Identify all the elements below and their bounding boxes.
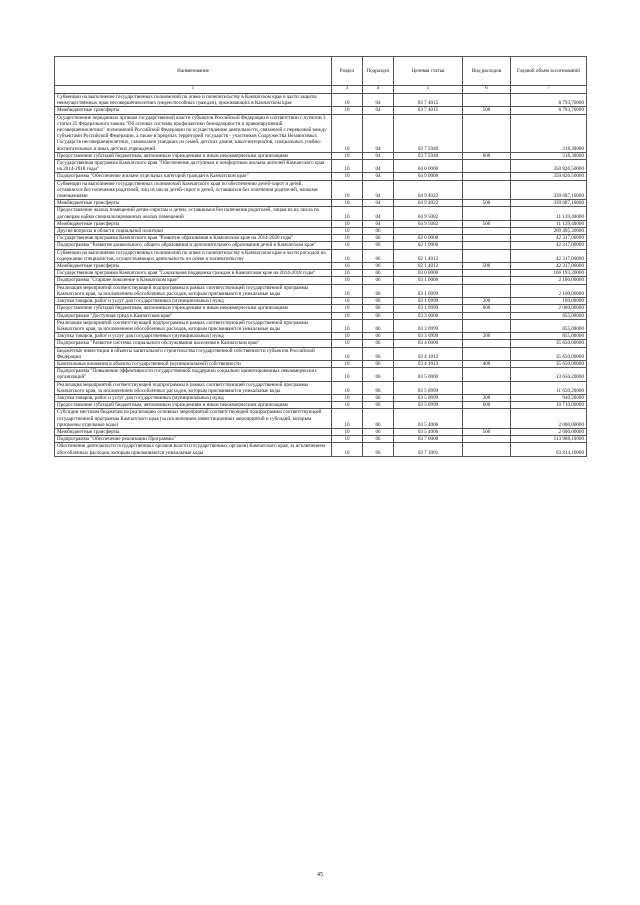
row-name: Подпрограмма "Повышение эффективности государственной поддержки социально ориентированных некоммерческих организаций" [55,368,332,381]
table-row [55,207,587,220]
row-name: Обеспечение деятельности государственных органов власти (государственных органов) Камчатского края, за исключением обособленных расходов, которым присваиваются уникальные коды [55,443,332,456]
row-target: 03 3 0000 [394,312,463,319]
row-exptype [463,368,511,381]
row-name: Подпрограмма "Старшее поколение в Камчатском крае" [55,277,332,284]
row-exptype [463,319,511,332]
row-section: 10 [332,319,363,332]
row-target: 03 1 0999 [394,298,463,305]
row-amount: 83 814,10000 [511,443,587,456]
table-header-row [55,57,587,86]
row-target: 03 7 1001 [394,443,463,456]
row-target: 03 1 0999 [394,305,463,312]
row-section: 10 [332,436,363,443]
row-subsection: 06 [363,249,394,262]
table-row [55,277,587,284]
row-target: 02 0 0000 [394,235,463,242]
header-name: Наименование [55,57,332,86]
row-section: 10 [332,312,363,319]
row-amount: 2 100,00000 [511,277,587,284]
row-subsection: 06 [363,312,394,319]
row-exptype [463,436,511,443]
row-section: 10 [332,340,363,347]
row-section: 10 [332,270,363,277]
row-name: Субвенции на выполнение государственных полномочий Камчатского края по обеспечению детей-сирот и детей, оставшихся без попечения родителей, лиц из числа детей-сирот и детей, оставшихся без попечения родителей, жилыми помещениями [55,180,332,200]
row-section: 10 [332,333,363,340]
row-exptype [463,228,511,235]
row-amount: 166 193,30000 [511,270,587,277]
row-amount: 318,30000 [511,114,587,152]
row-exptype: 500 [463,263,511,270]
column-number-row [55,86,587,94]
row-subsection: 06 [363,298,394,305]
row-amount: 855,00000 [511,312,587,319]
row-target: 03 0 0000 [394,270,463,277]
row-exptype [463,173,511,180]
row-exptype [463,277,511,284]
table-row [55,402,587,409]
row-subsection: 06 [363,347,394,360]
row-amount: 35 650,00000 [511,340,587,347]
row-target: 03 7 5940 [394,152,463,159]
row-amount: 350 826,50000 [511,173,587,180]
row-target: 03 5 0999 [394,381,463,394]
table-row [55,270,587,277]
table-row [55,436,587,443]
row-target [394,228,463,235]
row-subsection: 06 [363,428,394,435]
row-target: 02 1 4012 [394,263,463,270]
row-subsection: 04 [363,207,394,220]
row-name: Подпрограмма "Обеспечение реализации Программы" [55,436,332,443]
row-section: 10 [332,263,363,270]
row-section: 10 [332,235,363,242]
row-target: 03 7 4015 [394,94,463,107]
row-subsection: 06 [363,402,394,409]
row-target: 03 7 5940 [394,114,463,152]
row-section: 10 [332,360,363,367]
column-number: 1 [55,86,332,94]
row-subsection: 06 [363,319,394,332]
row-subsection: 04 [363,220,394,227]
row-target: 03 5 0000 [394,368,463,381]
row-exptype [463,270,511,277]
table-row [55,284,587,297]
row-section: 10 [332,207,363,220]
row-section: 10 [332,298,363,305]
row-target: 03 3 0999 [394,319,463,332]
header-amount: Годовой объем ассигнований [511,57,587,86]
header-target: Целевая статья [394,57,463,86]
row-name: Бюджетные инвестиции в объекты капитального строительства государственной собственности субъектов Российской Федерации [55,347,332,360]
row-subsection: 06 [363,436,394,443]
row-target: 03 5 0999 [394,394,463,401]
row-amount: 100,00000 [511,298,587,305]
column-number: 4 [363,86,394,94]
table-row [55,340,587,347]
table-row [55,152,587,159]
table-row [55,107,587,114]
row-amount: 8 793,70000 [511,107,587,114]
row-target: 03 7 4015 [394,107,463,114]
table-row [55,220,587,227]
table-row [55,235,587,242]
row-exptype [463,207,511,220]
row-exptype: 500 [463,428,511,435]
row-exptype [463,312,511,319]
row-subsection: 06 [363,242,394,249]
budget-table [54,56,587,457]
table-row [55,381,587,394]
row-section: 10 [332,368,363,381]
row-name: Государственная программа Камчатского края "Обеспечение доступным и комфортным жильем жителей Камчатского края на 2014-2018 годы" [55,160,332,173]
table-row [55,312,587,319]
row-section: 10 [332,220,363,227]
row-amount: 318,30000 [511,152,587,159]
row-name: Закупка товаров, работ и услуг для государственных (муниципальных) нужд [55,298,332,305]
row-subsection: 06 [363,443,394,456]
row-exptype [463,94,511,107]
table-row [55,160,587,173]
header-exptype: Вид расходов [463,57,511,86]
row-target: 02 1 0000 [394,242,463,249]
row-amount: 339 687,10000 [511,180,587,200]
table-row [55,360,587,367]
row-name: Предоставление жилых помещений детям-сиротам и детям, оставшимся без попечения родителей, лицам из их числа по договорам найма специализированных жилых помещений [55,207,332,220]
row-exptype: 500 [463,107,511,114]
table-row [55,242,587,249]
row-target: 03 1 0999 [394,284,463,297]
row-amount: 42 317,00000 [511,249,587,262]
row-target: 03 3 0999 [394,333,463,340]
row-name: Предоставление субсидий бюджетным, автономным учреждениям и иным некоммерческим организациям [55,152,332,159]
row-amount: 2 000,00000 [511,409,587,429]
row-subsection: 04 [363,173,394,180]
row-amount: 42 317,00000 [511,263,587,270]
table-row [55,305,587,312]
row-amount: 10 710,00000 [511,402,587,409]
row-subsection: 06 [363,381,394,394]
row-subsection: 04 [363,200,394,207]
row-amount: 113 988,10000 [511,436,587,443]
row-name: Межбюджетные трансферты [55,263,332,270]
row-name: Подпрограмма "Обеспечение жильем отдельных категорий граждан в Камчатском крае" [55,173,332,180]
row-subsection: 06 [363,394,394,401]
column-number: 6 [463,86,511,94]
row-subsection: 06 [363,333,394,340]
row-amount: 11 650,20000 [511,381,587,394]
row-name: Подпрограмма "Доступная среда в Камчатском крае" [55,312,332,319]
row-amount: 269 495,30000 [511,228,587,235]
row-section: 10 [332,242,363,249]
row-name: Осуществление переданных органам государственной власти субъектов Российской Федерации в соответствии с пунктом 3 статьи 25 Федерального закона "Об основах системы профилактики безнадзорности и правонарушений несовершеннолетних" полномочий Российской Федерации по осуществлению деятельности, связанной с перевозкой между субъектами Российской Федерации, а также в пределах территорий государств - участников Содружества Независимых Государств несовершеннолетних, самовольно ушедших из семей, детских домов, школ-интернатов, специальных учебно-воспитательных и иных детских учреждений [55,114,332,152]
row-subsection: 06 [363,263,394,270]
row-target: 04 9 4022 [394,180,463,200]
row-name: Реализация мероприятий соответствующей подпрограммы в рамках соответствующей государственной программы Камчатского края, за исключением обособленных расходов, которым присваиваются уникальные коды [55,381,332,394]
row-subsection: 06 [363,235,394,242]
row-name: Подпрограмма "Развитие дошкольного, общего образования и дополнительного образования детей в Камчатском крае" [55,242,332,249]
row-section: 10 [332,402,363,409]
row-subsection: 04 [363,94,394,107]
row-name: Межбюджетные трансферты [55,200,332,207]
row-section: 10 [332,173,363,180]
row-subsection: 06 [363,368,394,381]
row-name: Субвенции на выполнение государственных полномочий по опеке и попечительству в Камчатском крае в части защиты неимущественных прав несовершеннолетних (недееспособных граждан), проживающих в Камчатском крае [55,94,332,107]
row-exptype [463,409,511,429]
table-row [55,319,587,332]
row-target: 03 4 0000 [394,340,463,347]
row-target: 04 9 5082 [394,207,463,220]
row-exptype [463,340,511,347]
row-exptype: 200 [463,394,511,401]
row-exptype [463,160,511,173]
table-row [55,114,587,152]
row-name: Государственная программа Камчатского края "Социальная поддержка граждан в Камчатском крае на 2014-2018 годы" [55,270,332,277]
row-target: 03 5 0999 [394,402,463,409]
header-section: Раздел [332,57,363,86]
table-row [55,347,587,360]
table-row [55,428,587,435]
row-name: Предоставление субсидий бюджетным, автономным учреждениям и иным некоммерческим организациям [55,305,332,312]
table-row [55,394,587,401]
row-name: Субвенции на выполнение государственных полномочий по опеке и попечительству в Камчатском крае в части расходов на содержание специалистов, осуществляющих деятельность по опеке и попечительству [55,249,332,262]
table-row [55,180,587,200]
row-exptype [463,249,511,262]
row-name: Межбюджетные трансферты [55,107,332,114]
row-target: 03 1 0000 [394,277,463,284]
row-name: Закупка товаров, работ и услуг для государственных (муниципальных) нужд [55,333,332,340]
row-exptype: 500 [463,200,511,207]
row-target: 02 1 4012 [394,249,463,262]
row-name: Межбюджетные трансферты [55,220,332,227]
row-section: 10 [332,107,363,114]
row-exptype [463,381,511,394]
row-section: 10 [332,347,363,360]
row-exptype [463,180,511,200]
row-target: 03 7 0000 [394,436,463,443]
row-amount: 11 139,40000 [511,220,587,227]
row-amount: 940,20000 [511,394,587,401]
row-amount: 2 100,00000 [511,284,587,297]
row-section: 10 [332,249,363,262]
row-exptype: 600 [463,152,511,159]
row-exptype: 200 [463,333,511,340]
table-row [55,263,587,270]
row-amount: 35 650,00000 [511,347,587,360]
row-target: 04 9 0000 [394,173,463,180]
row-exptype: 500 [463,220,511,227]
row-subsection: 06 [363,228,394,235]
row-name: Капитальные вложения в объекты государственной (муниципальной) собственности [55,360,332,367]
row-amount: 339 687,10000 [511,200,587,207]
row-subsection: 06 [363,277,394,284]
row-subsection: 06 [363,305,394,312]
row-target: 04 9 5082 [394,220,463,227]
table-row [55,249,587,262]
row-name: Подпрограмма "Развитие системы социального обслуживания населения в Камчатском крае" [55,340,332,347]
row-exptype: 400 [463,360,511,367]
row-amount: 855,00000 [511,319,587,332]
row-amount: 855,00000 [511,333,587,340]
row-amount: 42 317,00000 [511,242,587,249]
row-subsection: 04 [363,160,394,173]
row-amount: 8 793,70000 [511,94,587,107]
row-amount: 2 000,00000 [511,428,587,435]
row-amount: 11 139,40000 [511,207,587,220]
row-subsection: 04 [363,180,394,200]
table-row [55,228,587,235]
row-section: 10 [332,200,363,207]
row-subsection: 04 [363,107,394,114]
row-amount: 350 826,50000 [511,160,587,173]
row-subsection: 04 [363,152,394,159]
row-exptype [463,347,511,360]
table-row [55,298,587,305]
table-row [55,94,587,107]
column-number: 7 [511,86,587,94]
row-section: 10 [332,277,363,284]
row-name: Межбюджетные трансферты [55,428,332,435]
row-subsection: 04 [363,114,394,152]
row-exptype [463,235,511,242]
row-section: 10 [332,228,363,235]
table-row [55,409,587,429]
row-section: 10 [332,284,363,297]
row-section: 10 [332,394,363,401]
row-target: 04 9 4022 [394,200,463,207]
row-exptype: 600 [463,305,511,312]
column-number: 5 [394,86,463,94]
row-target: 03 5 4006 [394,409,463,429]
row-section: 10 [332,114,363,152]
row-target: 03 5 4006 [394,428,463,435]
row-amount: 35 650,00000 [511,360,587,367]
table-row [55,200,587,207]
row-section: 10 [332,443,363,456]
row-section: 10 [332,428,363,435]
column-number: 3 [332,86,363,94]
row-section: 10 [332,94,363,107]
table-row [55,333,587,340]
row-exptype: 600 [463,402,511,409]
table-row [55,443,587,456]
row-subsection: 06 [363,409,394,429]
table-row [55,368,587,381]
row-section: 10 [332,180,363,200]
row-section: 10 [332,305,363,312]
page-number: 45 [317,872,323,878]
row-section: 10 [332,381,363,394]
row-subsection: 06 [363,270,394,277]
row-exptype [463,443,511,456]
row-target: 03 4 1013 [394,347,463,360]
row-section: 10 [332,409,363,429]
row-amount: 2 000,00000 [511,305,587,312]
row-name: Реализация мероприятий соответствующей подпрограммы в рамках соответствующей государственной программы Камчатского края, за исключением обособленных расходов, которым присваиваются уникальные коды [55,284,332,297]
row-exptype: 200 [463,298,511,305]
row-exptype [463,114,511,152]
row-section: 10 [332,152,363,159]
row-exptype [463,284,511,297]
row-name: Закупка товаров, работ и услуг для государственных (муниципальных) нужд [55,394,332,401]
row-subsection: 06 [363,340,394,347]
table-row [55,173,587,180]
row-amount: 13 650,20000 [511,368,587,381]
row-subsection: 06 [363,360,394,367]
row-target: 04 0 0000 [394,160,463,173]
row-name: Реализация мероприятий соответствующей подпрограммы в рамках соответствующей государственной программы Камчатского края, за исключением обособленных расходов, которым присваиваются уникальные коды [55,319,332,332]
row-exptype [463,242,511,249]
row-name: Предоставление субсидий бюджетным, автономным учреждениям и иным некоммерческим организациям [55,402,332,409]
row-section: 10 [332,160,363,173]
row-target: 03 4 1013 [394,360,463,367]
row-name: Государственная программа Камчатского края "Развитие образования в Камчатском крае на 2014-2020 годы" [55,235,332,242]
row-subsection: 06 [363,284,394,297]
row-amount: 42 317,00000 [511,235,587,242]
row-name: Субсидии местным бюджетам на реализацию основных мероприятий соответствующей подпрограммы соответствующей государственной программы Камчатского края (за исключением инвестиционных мероприятий и субсидий, которым присвоены отдельные коды) [55,409,332,429]
header-subsection: Подраздел [363,57,394,86]
row-name: Другие вопросы в области социальной политики [55,228,332,235]
